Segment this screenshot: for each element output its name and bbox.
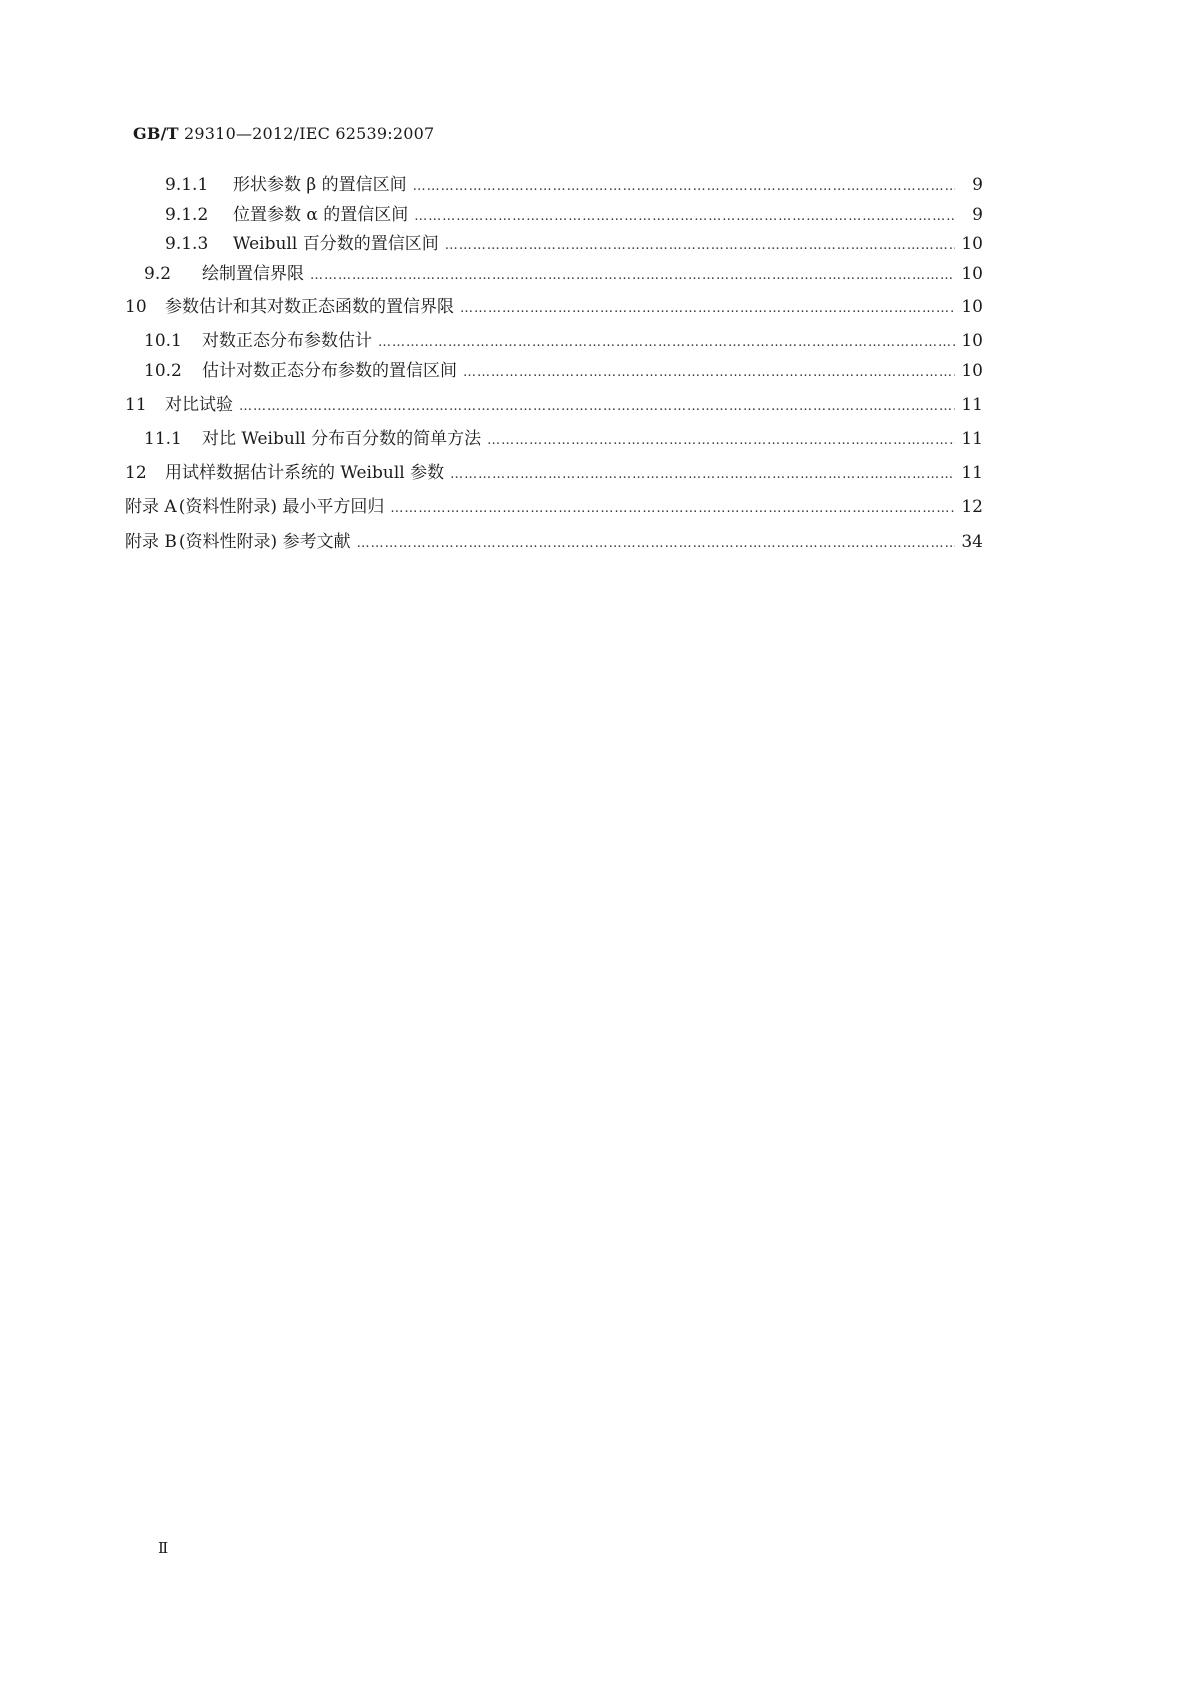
- toc-dot-leader: [463, 365, 955, 380]
- toc-entry-number: 9.1.3: [165, 234, 209, 254]
- toc-entry-page: 9: [972, 205, 983, 225]
- toc-entry[interactable]: [0, 200, 983, 225]
- toc-entry[interactable]: [0, 356, 983, 381]
- toc-entry-title: 用试样数据估计系统的 Weibull 参数: [165, 463, 445, 483]
- toc-entry-title: 参数估计和其对数正态函数的置信界限: [165, 297, 454, 317]
- toc-entry-page: 9: [972, 175, 983, 195]
- toc-dot-leader: [239, 399, 955, 414]
- toc-entry-page: 10: [961, 331, 983, 351]
- toc-entry[interactable]: [0, 259, 983, 284]
- toc-entry-number: 10.1: [144, 331, 182, 351]
- toc-dot-leader: [414, 209, 955, 224]
- toc-dot-leader: [390, 501, 955, 516]
- toc-entry-title: Weibull 百分数的置信区间: [233, 234, 439, 254]
- toc-entry-page: 10: [961, 297, 983, 317]
- toc-entry-title: 对比试验: [165, 395, 233, 415]
- toc-dot-leader: [378, 335, 955, 350]
- toc-entry-number: 附录 A: [125, 497, 177, 517]
- toc-entry-title: (资料性附录) 参考文献: [178, 532, 351, 552]
- toc-entry-title: 绘制置信界限: [202, 264, 304, 284]
- toc-entry-number: 9.1.2: [165, 205, 209, 225]
- toc-entry-number: 9.1.1: [165, 175, 209, 195]
- toc-entry-title: 形状参数 β 的置信区间: [233, 175, 407, 195]
- toc-entry-number: 11.1: [144, 429, 182, 449]
- toc-dot-leader: [487, 433, 955, 448]
- toc-entry[interactable]: [0, 390, 983, 415]
- toc-dot-leader: [450, 467, 955, 482]
- toc-entry-title: 对比 Weibull 分布百分数的简单方法: [202, 429, 482, 449]
- toc-entry[interactable]: [0, 229, 983, 254]
- toc-entry-number: 附录 B: [125, 532, 177, 552]
- toc-entry[interactable]: [0, 292, 983, 317]
- toc-entry-page: 10: [961, 264, 983, 284]
- toc-entry[interactable]: [0, 424, 983, 449]
- toc-entry-page: 11: [961, 429, 983, 449]
- toc-dot-leader: [310, 268, 955, 283]
- standard-code: GB/T: [133, 124, 179, 143]
- toc-entry-number: 10: [125, 297, 147, 317]
- toc-dot-leader: [357, 536, 955, 551]
- toc-entry-title: 估计对数正态分布参数的置信区间: [202, 361, 457, 381]
- page-number: Ⅱ: [158, 1539, 169, 1557]
- toc-dot-leader: [460, 301, 955, 316]
- toc-dot-leader: [413, 179, 955, 194]
- toc-entry-page: 10: [961, 361, 983, 381]
- toc-entry[interactable]: [0, 458, 983, 483]
- toc-entry[interactable]: [0, 326, 983, 351]
- toc-entry-page: 10: [961, 234, 983, 254]
- toc-entry[interactable]: [0, 492, 983, 517]
- toc-entry-number: 10.2: [144, 361, 182, 381]
- toc-entry-page: 12: [961, 497, 983, 517]
- toc-entry[interactable]: [0, 527, 983, 552]
- toc-dot-leader: [445, 238, 955, 253]
- document-header: [133, 124, 434, 143]
- toc-entry-number: 9.2: [144, 264, 172, 284]
- standard-number: 29310—2012/IEC 62539:2007: [184, 124, 435, 143]
- toc-entry[interactable]: [0, 170, 983, 195]
- toc-entry-title: (资料性附录) 最小平方回归: [178, 497, 385, 517]
- toc-entry-title: 对数正态分布参数估计: [202, 331, 372, 351]
- toc-entry-page: 11: [961, 463, 983, 483]
- toc-entry-page: 11: [961, 395, 983, 415]
- toc-entry-page: 34: [961, 532, 983, 552]
- toc-entry-number: 12: [125, 463, 147, 483]
- toc-entry-title: 位置参数 α 的置信区间: [233, 205, 409, 225]
- toc-entry-number: 11: [125, 395, 147, 415]
